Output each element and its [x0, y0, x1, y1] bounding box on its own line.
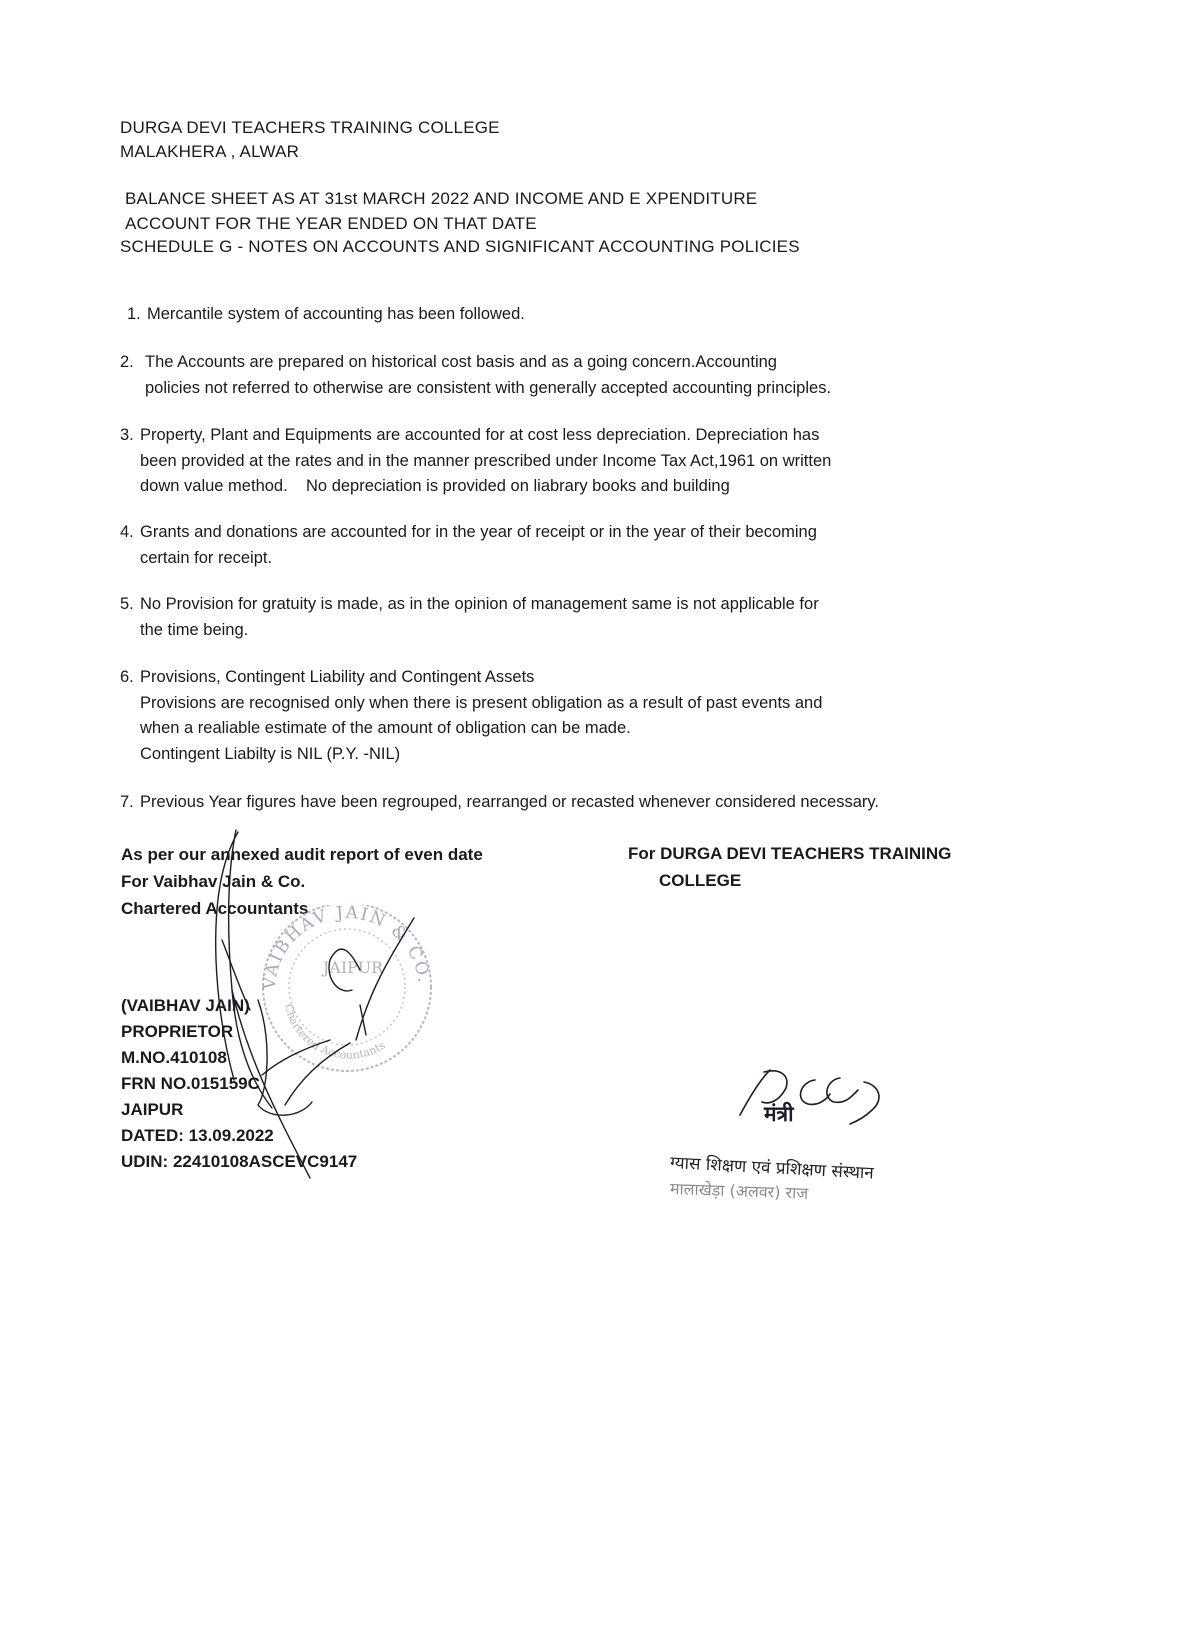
note-text: certain for receipt. — [140, 548, 273, 567]
note-number: 5. — [120, 595, 134, 613]
college-signatory-designation: मंत्री — [764, 1102, 794, 1126]
signing-date: DATED: 13.09.2022 — [121, 1126, 274, 1145]
note-text: Provisions are recognised only when there is present obligation as a result of past events and — [140, 693, 823, 712]
note-number: 2. — [120, 353, 134, 371]
stamp-bottom-text: Chartered Accountants — [281, 1002, 388, 1062]
auditor-city: JAIPUR — [121, 1100, 184, 1119]
note-text: Mercantile system of accounting has been followed. — [147, 305, 525, 323]
auditor-role: PROPRIETOR — [121, 1022, 234, 1041]
document-title-line2: ACCOUNT FOR THE YEAR ENDED ON THAT DATE — [125, 214, 537, 233]
stamp-outer-text: VAIBHAV JAIN & CO. — [259, 905, 434, 991]
document-title-line1: BALANCE SHEET AS AT 31st MARCH 2022 AND INCOME AND E XPENDITURE — [125, 189, 758, 208]
note-number: 6. — [120, 668, 134, 686]
auditor-name: (VAIBHAV JAIN) — [121, 996, 250, 1015]
auditor-firm: For Vaibhav Jain & Co. — [121, 872, 306, 891]
udin-number: UDIN: 22410108ASCEVC9147 — [121, 1152, 358, 1171]
note-text: down value method. No depreciation is provided on liabrary books and building — [140, 477, 730, 495]
note-text: Provisions, Contingent Liability and Contingent Assets — [140, 668, 535, 686]
audit-report-reference: As per our annexed audit report of even date — [121, 845, 483, 864]
note-text: Contingent Liabilty is NIL (P.Y. -NIL) — [140, 744, 401, 763]
note-text: Property, Plant and Equipments are accounted for at cost less depreciation. Depreciation has — [140, 426, 820, 444]
note-number: 1. — [127, 305, 141, 323]
note-number: 4. — [120, 523, 134, 541]
note-text: No Provision for gratuity is made, as in the opinion of management same is not applicable for — [140, 595, 819, 613]
note-number: 7. — [120, 793, 134, 811]
membership-number: M.NO.410108 — [121, 1048, 227, 1067]
college-seal-line2: मालाखेड़ा (अलवर) राज — [669, 1179, 809, 1203]
college-sign-line1: For DURGA DEVI TEACHERS TRAINING — [628, 844, 952, 863]
note-text: the time being. — [140, 620, 249, 639]
college-seal-line1: ग्यास शिक्षण एवं प्रशिक्षण संस्थान — [669, 1153, 875, 1184]
college-sign-line2: COLLEGE — [659, 871, 742, 890]
note-text: Grants and donations are accounted for in the year of receipt or in the year of their becoming — [140, 523, 817, 541]
note-text: been provided at the rates and in the manner prescribed under Income Tax Act,1961 on written — [140, 451, 832, 470]
college-seal — [670, 1150, 874, 1202]
note-text: policies not referred to otherwise are consistent with generally accepted accounting principles. — [145, 378, 832, 397]
note-number: 3. — [120, 426, 134, 444]
stamp-center-text: JAIPUR — [322, 958, 384, 977]
college-location: MALAKHERA , ALWAR — [120, 142, 300, 161]
note-text: when a realiable estimate of the amount of obligation can be made. — [140, 719, 631, 737]
note-text: Previous Year figures have been regrouped, rearranged or recasted whenever considered necessary. — [140, 793, 879, 811]
college-name: DURGA DEVI TEACHERS TRAINING COLLEGE — [120, 118, 500, 137]
note-text: The Accounts are prepared on historical cost basis and as a going concern.Accounting — [145, 353, 777, 371]
firm-registration-number: FRN NO.015159C — [121, 1074, 260, 1093]
schedule-heading: SCHEDULE G - NOTES ON ACCOUNTS AND SIGNIFICANT ACCOUNTING POLICIES — [120, 237, 800, 256]
auditor-designation: Chartered Accountants — [121, 899, 309, 918]
